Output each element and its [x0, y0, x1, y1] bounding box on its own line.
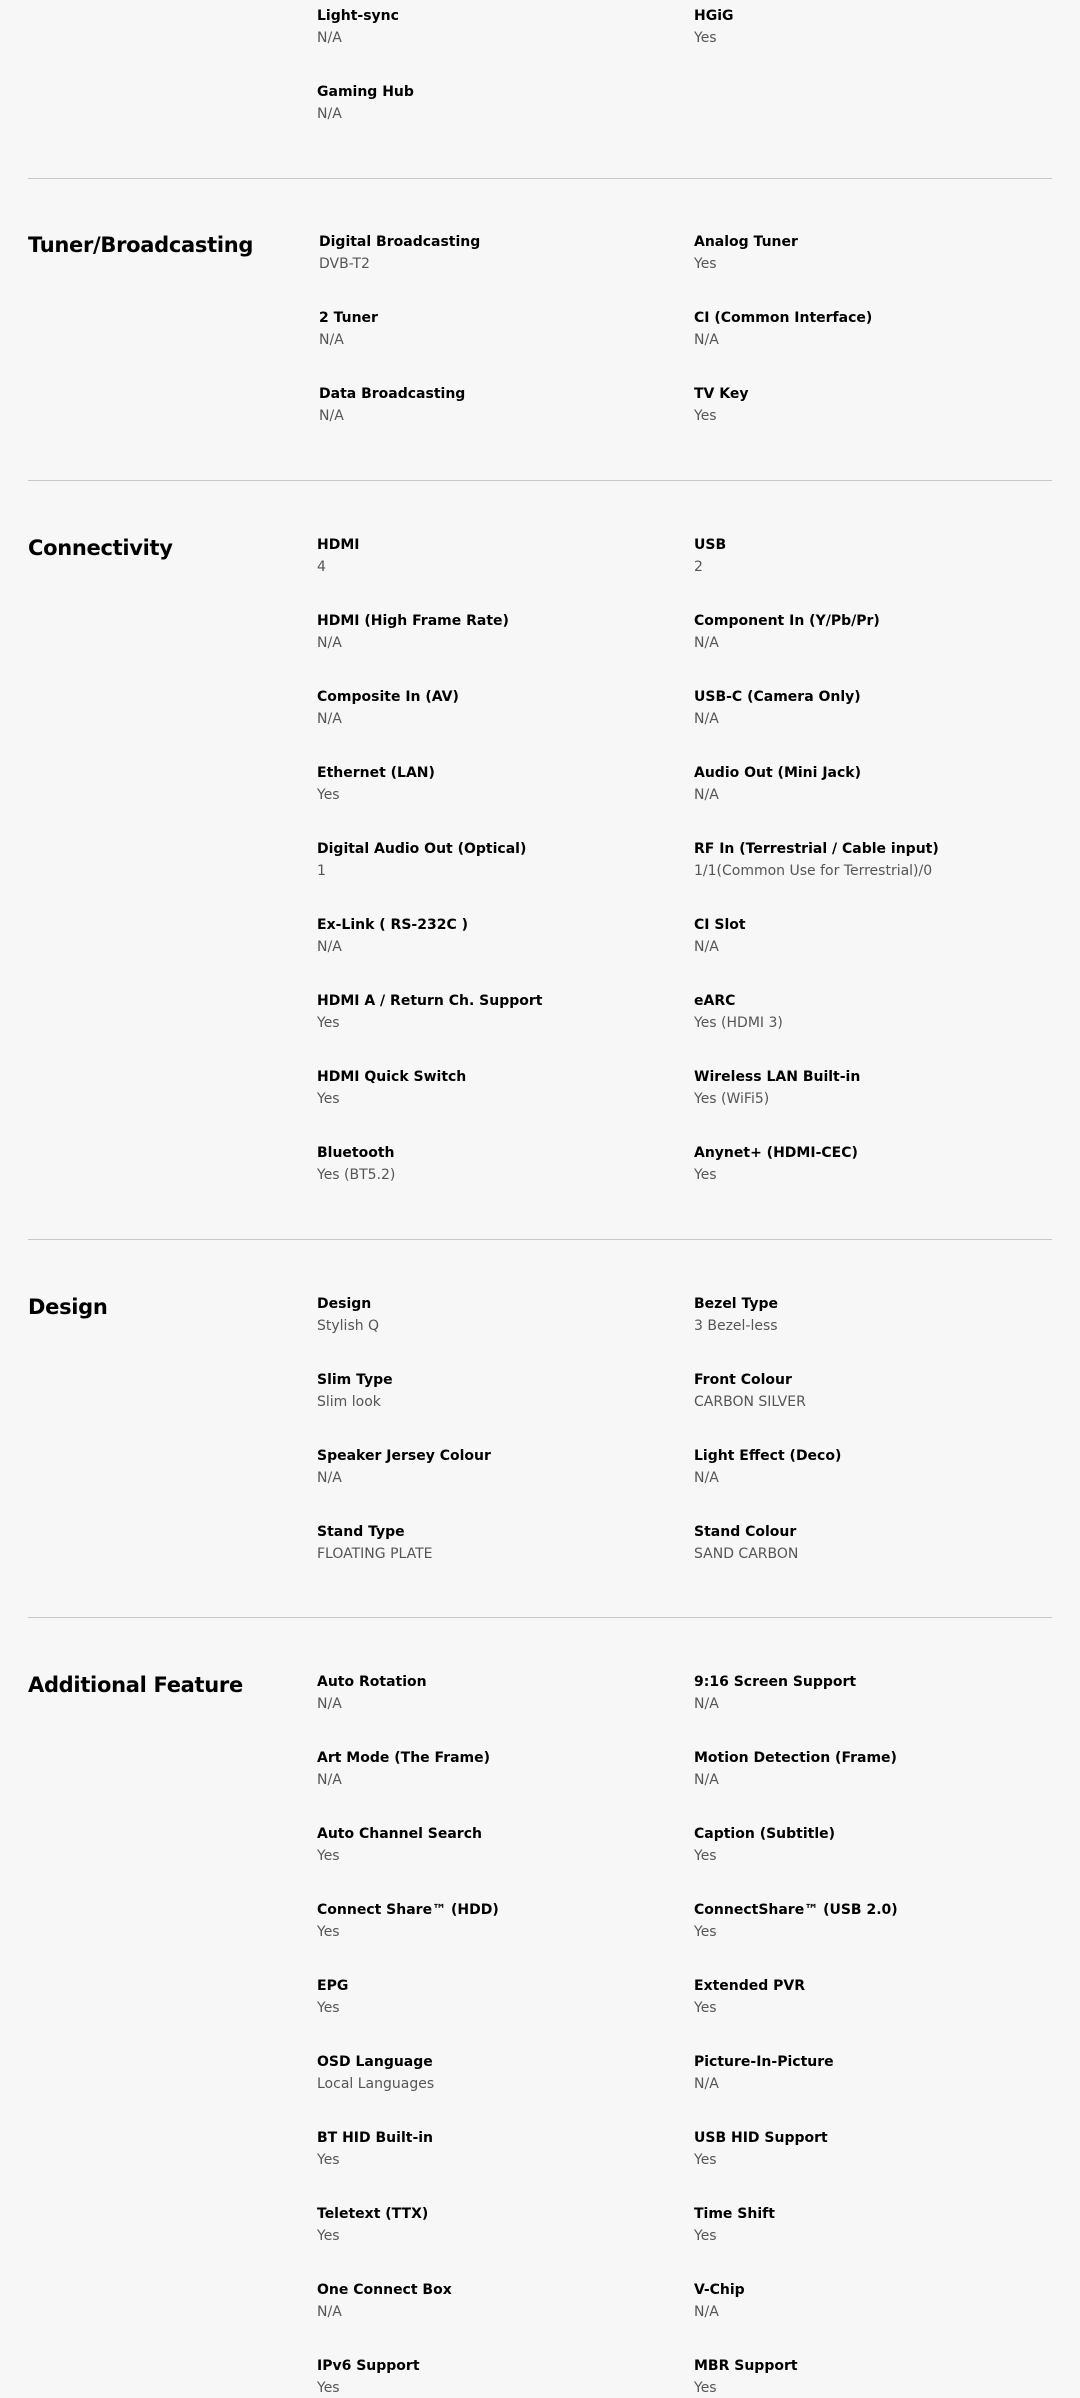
spec-label: Ex-Link ( RS-232C ) — [317, 917, 468, 933]
spec-value: 2 — [694, 559, 703, 575]
spec-label: Motion Detection (Frame) — [694, 1750, 897, 1766]
spec-value: N/A — [317, 30, 342, 46]
spec-value: N/A — [317, 711, 342, 727]
spec-value: Stylish Q — [317, 1318, 380, 1334]
spec-value: Yes (WiFi5) — [694, 1091, 770, 1107]
spec-label: Bezel Type — [694, 1296, 779, 1312]
spec-value: Yes — [694, 256, 717, 272]
spec-item — [694, 2052, 1034, 2094]
spec-label: Analog Tuner — [694, 234, 798, 250]
spec-label: Teletext (TTX) — [317, 2206, 429, 2222]
section-divider — [28, 1617, 1052, 1618]
spec-value: Yes — [694, 1167, 717, 1183]
spec-item — [317, 611, 657, 653]
spec-item — [694, 384, 1034, 426]
spec-value: N/A — [694, 1696, 719, 1712]
spec-item — [317, 2052, 657, 2094]
spec-item — [694, 2128, 1034, 2170]
spec-label: ConnectShare™ (USB 2.0) — [694, 1902, 898, 1918]
spec-item — [317, 2128, 657, 2170]
spec-item — [317, 2280, 657, 2322]
spec-label: Stand Type — [317, 1524, 405, 1540]
section-divider — [28, 480, 1052, 481]
spec-label: Audio Out (Mini Jack) — [694, 765, 861, 781]
spec-item — [694, 1900, 1034, 1942]
spec-label: Anynet+ (HDMI-CEC) — [694, 1145, 858, 1161]
spec-item — [694, 839, 1034, 881]
spec-label: Wireless LAN Built-in — [694, 1069, 861, 1085]
spec-label: RF In (Terrestrial / Cable input) — [694, 841, 939, 857]
spec-item — [694, 1067, 1034, 1109]
spec-item — [317, 535, 657, 577]
spec-item — [317, 1672, 657, 1714]
spec-item — [694, 1446, 1034, 1488]
section-title: Additional Feature — [28, 1673, 243, 1697]
spec-label: TV Key — [694, 386, 749, 402]
spec-value: Yes — [694, 30, 717, 46]
spec-value: N/A — [694, 635, 719, 651]
spec-value: Yes — [694, 2228, 717, 2244]
spec-label: eARC — [694, 993, 736, 1009]
spec-item — [694, 991, 1034, 1033]
spec-label: Composite In (AV) — [317, 689, 459, 705]
section-title: Tuner/Broadcasting — [28, 233, 254, 257]
spec-item — [694, 1370, 1034, 1412]
spec-label: Picture-In-Picture — [694, 2054, 834, 2070]
section-title: Design — [28, 1295, 108, 1319]
spec-item — [694, 763, 1034, 805]
spec-item — [694, 2204, 1034, 2246]
spec-label: BT HID Built-in — [317, 2130, 434, 2146]
spec-value: N/A — [317, 2304, 342, 2320]
spec-value: FLOATING PLATE — [317, 1546, 433, 1562]
spec-value: Yes (BT5.2) — [317, 1167, 396, 1183]
spec-item — [317, 1522, 657, 1564]
spec-value: N/A — [317, 1470, 342, 1486]
spec-label: HDMI A / Return Ch. Support — [317, 993, 543, 1009]
spec-label: Bluetooth — [317, 1145, 395, 1161]
spec-item — [694, 1824, 1034, 1866]
spec-value: N/A — [694, 787, 719, 803]
spec-value: Yes — [317, 1091, 340, 1107]
spec-label: HGiG — [694, 8, 734, 24]
spec-item — [317, 839, 657, 881]
spec-value: N/A — [694, 1772, 719, 1788]
spec-label: 2 Tuner — [319, 310, 378, 326]
spec-value: Yes — [694, 2380, 717, 2396]
spec-value: CARBON SILVER — [694, 1394, 806, 1410]
section-divider — [28, 1239, 1052, 1240]
spec-value: Yes — [694, 408, 717, 424]
spec-value: Yes — [694, 1924, 717, 1940]
spec-item — [317, 1294, 657, 1336]
spec-value: N/A — [317, 1696, 342, 1712]
spec-item — [317, 1143, 657, 1185]
spec-label: USB HID Support — [694, 2130, 828, 2146]
spec-label: EPG — [317, 1978, 349, 1994]
spec-item — [317, 1748, 657, 1790]
spec-item — [319, 232, 659, 274]
spec-label: Slim Type — [317, 1372, 393, 1388]
spec-label: Extended PVR — [694, 1978, 806, 1994]
spec-value: Yes (HDMI 3) — [694, 1015, 783, 1031]
spec-value: N/A — [694, 2304, 719, 2320]
spec-item — [317, 1067, 657, 1109]
spec-value: Yes — [317, 2380, 340, 2396]
spec-value: Yes — [317, 1015, 340, 1031]
spec-value: 4 — [317, 559, 326, 575]
spec-item — [694, 611, 1034, 653]
spec-value: Yes — [317, 1848, 340, 1864]
spec-label: Digital Audio Out (Optical) — [317, 841, 527, 857]
spec-item — [694, 915, 1034, 957]
spec-label: V-Chip — [694, 2282, 745, 2298]
spec-label: Stand Colour — [694, 1524, 797, 1540]
spec-item — [317, 1900, 657, 1942]
spec-label: Ethernet (LAN) — [317, 765, 435, 781]
spec-label: Front Colour — [694, 1372, 792, 1388]
spec-label: HDMI — [317, 537, 360, 553]
spec-value: Yes — [317, 2000, 340, 2016]
spec-item — [694, 1748, 1034, 1790]
spec-label: HDMI Quick Switch — [317, 1069, 467, 1085]
spec-value: N/A — [694, 939, 719, 955]
spec-item — [317, 763, 657, 805]
spec-label: HDMI (High Frame Rate) — [317, 613, 509, 629]
spec-value: N/A — [319, 408, 344, 424]
spec-value: N/A — [317, 106, 342, 122]
spec-item-light-sync — [317, 6, 657, 48]
spec-value: N/A — [317, 635, 342, 651]
spec-item — [694, 1976, 1034, 2018]
spec-label: OSD Language — [317, 2054, 433, 2070]
spec-item — [317, 1976, 657, 2018]
spec-item — [317, 1824, 657, 1866]
spec-value: Yes — [317, 787, 340, 803]
spec-label: One Connect Box — [317, 2282, 452, 2298]
spec-label: Light-sync — [317, 8, 399, 24]
spec-label: Auto Rotation — [317, 1674, 427, 1690]
spec-value: N/A — [317, 1772, 342, 1788]
spec-label: Auto Channel Search — [317, 1826, 482, 1842]
spec-label: Time Shift — [694, 2206, 775, 2222]
spec-item — [694, 1143, 1034, 1185]
spec-item — [694, 687, 1034, 729]
section-title: Connectivity — [28, 536, 173, 560]
spec-value: Slim look — [317, 1394, 381, 1410]
spec-value: N/A — [694, 1470, 719, 1486]
spec-label: Data Broadcasting — [319, 386, 466, 402]
spec-value: N/A — [319, 332, 344, 348]
spec-label: Art Mode (The Frame) — [317, 1750, 491, 1766]
spec-item — [319, 308, 659, 350]
spec-value: Yes — [317, 2228, 340, 2244]
spec-value: 3 Bezel-less — [694, 1318, 778, 1334]
spec-label: Speaker Jersey Colour — [317, 1448, 491, 1464]
spec-value: 1/1(Common Use for Terrestrial)/0 — [694, 863, 933, 879]
spec-label: Component In (Y/Pb/Pr) — [694, 613, 880, 629]
spec-value: N/A — [694, 2076, 719, 2092]
spec-label: Light Effect (Deco) — [694, 1448, 842, 1464]
spec-item — [694, 1294, 1034, 1336]
spec-label: CI Slot — [694, 917, 746, 933]
spec-item — [317, 1446, 657, 1488]
spec-item — [317, 1370, 657, 1412]
spec-item — [317, 687, 657, 729]
spec-item — [317, 915, 657, 957]
spec-item — [694, 308, 1034, 350]
spec-label: Connect Share™ (HDD) — [317, 1902, 499, 1918]
spec-value: N/A — [317, 939, 342, 955]
spec-label: USB-C (Camera Only) — [694, 689, 861, 705]
spec-item — [317, 2204, 657, 2246]
spec-value: Yes — [694, 1848, 717, 1864]
spec-item — [694, 2280, 1034, 2322]
spec-value: SAND CARBON — [694, 1546, 799, 1562]
spec-label: CI (Common Interface) — [694, 310, 873, 326]
spec-value: DVB-T2 — [319, 256, 370, 272]
spec-item — [317, 991, 657, 1033]
spec-value: N/A — [694, 332, 719, 348]
spec-value: N/A — [694, 711, 719, 727]
spec-item — [694, 1672, 1034, 1714]
spec-item — [694, 535, 1034, 577]
spec-item — [694, 232, 1034, 274]
spec-label: Gaming Hub — [317, 84, 414, 100]
spec-label: Caption (Subtitle) — [694, 1826, 836, 1842]
spec-value: Yes — [317, 1924, 340, 1940]
spec-item — [694, 2356, 1034, 2398]
spec-item — [694, 1522, 1034, 1564]
spec-item-gaming-hub — [317, 82, 657, 124]
spec-value: Yes — [317, 2152, 340, 2168]
spec-label: 9:16 Screen Support — [694, 1674, 857, 1690]
spec-value: Yes — [694, 2152, 717, 2168]
spec-item — [319, 384, 659, 426]
spec-label: Design — [317, 1296, 372, 1312]
spec-label: MBR Support — [694, 2358, 798, 2374]
spec-value: Yes — [694, 2000, 717, 2016]
section-divider — [28, 178, 1052, 179]
spec-item — [317, 2356, 657, 2398]
spec-label: USB — [694, 537, 727, 553]
spec-value: 1 — [317, 863, 326, 879]
spec-label: Digital Broadcasting — [319, 234, 481, 250]
spec-label: IPv6 Support — [317, 2358, 420, 2374]
spec-value: Local Languages — [317, 2076, 435, 2092]
spec-item-hgig — [694, 6, 1034, 48]
